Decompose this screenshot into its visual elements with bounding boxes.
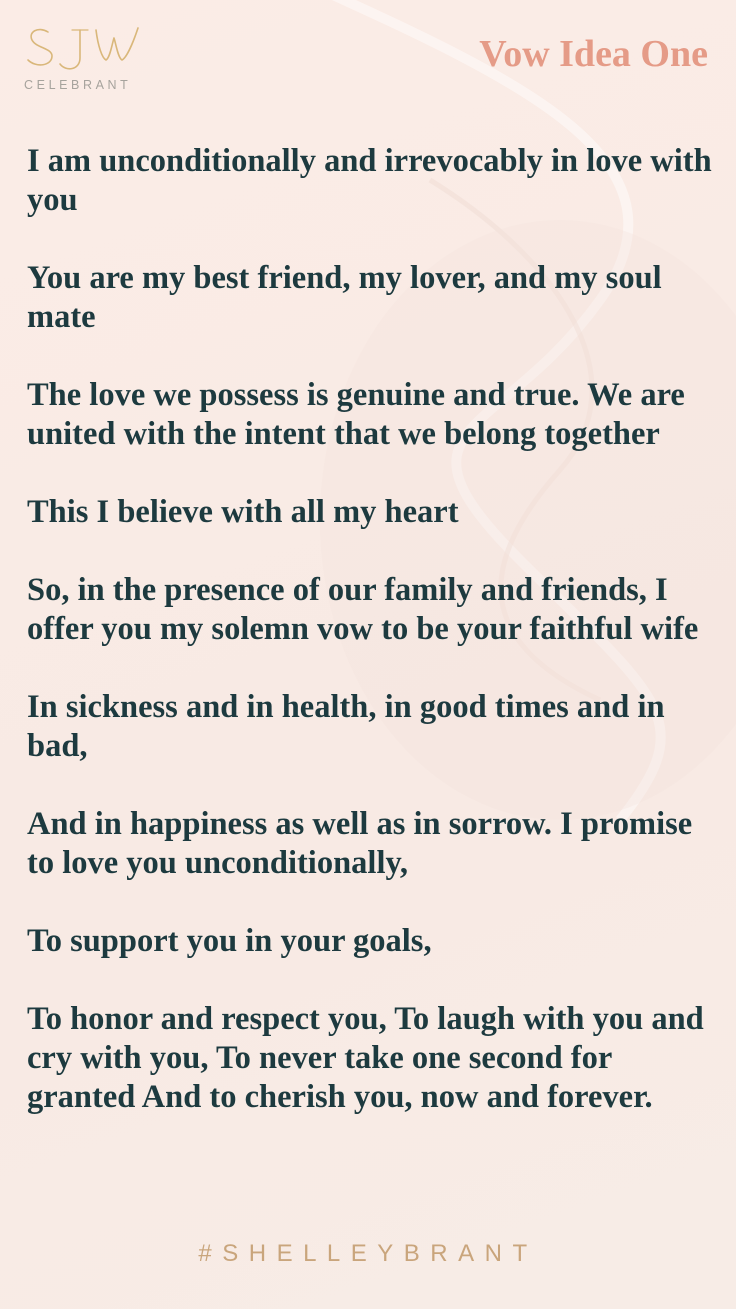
vow-stanza: So, in the presence of our family and friends, I offer you my solemn vow to be your faithful wife (27, 572, 699, 647)
vow-stanza: I am unconditionally and irrevocably in love with you (27, 143, 712, 218)
logo-subtitle: CELEBRANT (24, 78, 132, 92)
vow-stanza: In sickness and in health, in good times and in bad, (27, 689, 665, 764)
celebrant-logo (22, 18, 152, 98)
footer-hashtag: #SHELLEYBRANT (198, 1240, 538, 1267)
page-title: Vow Idea One (479, 33, 708, 75)
vow-stanza: You are my best friend, my lover, and my soul mate (27, 260, 662, 335)
vow-stanza: And in happiness as well as in sorrow. I promise to love you unconditionally, (27, 806, 693, 881)
vow-text (27, 142, 717, 1156)
vow-stanza: To honor and respect you, To laugh with you and cry with you, To never take one second for granted And to cherish you, now and forever. (27, 1001, 704, 1115)
vow-stanza: This I believe with all my heart (27, 494, 459, 530)
vow-stanza: To support you in your goals, (27, 923, 432, 959)
sjw-monogram-logo (24, 18, 144, 78)
vow-stanza: The love we possess is genuine and true. We are united with the intent that we belong together (27, 377, 685, 452)
